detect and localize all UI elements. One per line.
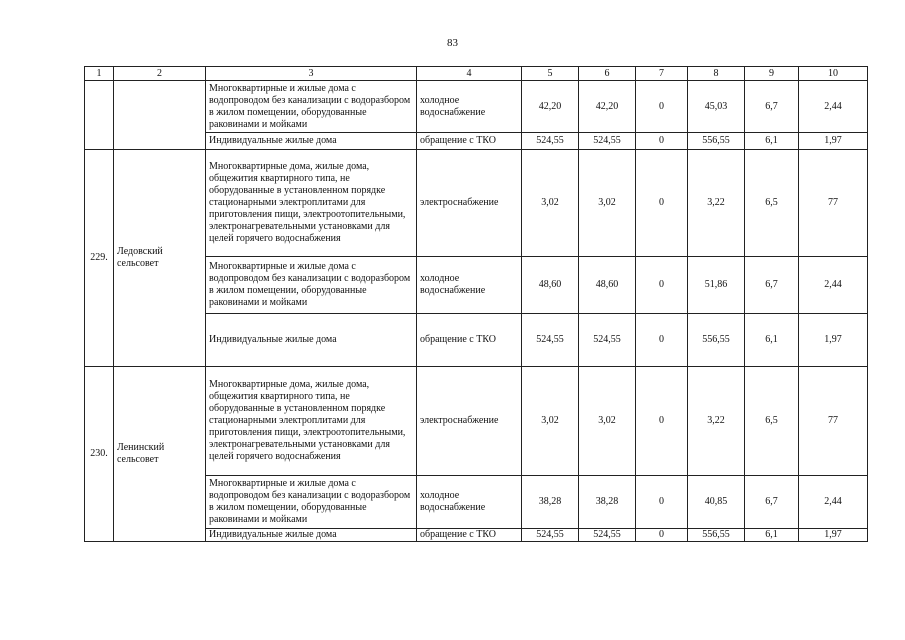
column-header: 10 — [799, 67, 868, 81]
description-cell: Индивидуальные жилые дома — [206, 133, 417, 150]
value-cell: 6,7 — [745, 81, 799, 133]
value-cell: 524,55 — [522, 529, 579, 542]
value-cell: 524,55 — [522, 314, 579, 367]
value-cell: 0 — [636, 314, 688, 367]
value-cell: 3,02 — [579, 150, 636, 257]
value-cell: 38,28 — [579, 476, 636, 529]
tariff-table — [84, 66, 868, 542]
value-cell: 42,20 — [522, 81, 579, 133]
value-cell: 556,55 — [688, 314, 745, 367]
service-cell: обращение с ТКО — [417, 133, 522, 150]
service-cell: электроснабжение — [417, 150, 522, 257]
value-cell: 1,97 — [799, 529, 868, 542]
service-cell: холодное водоснабжение — [417, 476, 522, 529]
value-cell: 3,02 — [522, 150, 579, 257]
value-cell: 0 — [636, 133, 688, 150]
value-cell: 0 — [636, 257, 688, 314]
value-cell: 0 — [636, 476, 688, 529]
column-header: 5 — [522, 67, 579, 81]
settlement-name: Ленинский сельсовет — [114, 367, 206, 542]
value-cell: 2,44 — [799, 476, 868, 529]
column-header: 7 — [636, 67, 688, 81]
value-cell: 0 — [636, 81, 688, 133]
table-row — [85, 150, 868, 257]
column-header: 4 — [417, 67, 522, 81]
value-cell: 2,44 — [799, 81, 868, 133]
column-header: 6 — [579, 67, 636, 81]
value-cell: 3,02 — [522, 367, 579, 476]
description-cell: Многоквартирные и жилые дома с водопроводом без канализации с водоразбором в жилом помещении, оборудованные раковинами и мойками — [206, 476, 417, 529]
index-cell — [85, 81, 114, 150]
column-header: 9 — [745, 67, 799, 81]
column-header: 1 — [85, 67, 114, 81]
value-cell: 48,60 — [579, 257, 636, 314]
header-row — [85, 67, 868, 81]
value-cell: 3,22 — [688, 150, 745, 257]
value-cell: 40,85 — [688, 476, 745, 529]
value-cell: 2,44 — [799, 257, 868, 314]
description-cell: Многоквартирные и жилые дома с водопроводом без канализации с водоразбором в жилом помещении, оборудованные раковинами и мойками — [206, 81, 417, 133]
value-cell: 6,1 — [745, 133, 799, 150]
index-cell: 230. — [85, 367, 114, 542]
service-cell: холодное водоснабжение — [417, 257, 522, 314]
value-cell: 77 — [799, 150, 868, 257]
description-cell: Многоквартирные дома, жилые дома, общежития квартирного типа, не оборудованные в установленном порядке стационарными электроплитами для приготовления пищи, электроотопительными, электронагревательными установками для целей горячего водоснабжения — [206, 150, 417, 257]
value-cell: 3,02 — [579, 367, 636, 476]
description-cell: Многоквартирные и жилые дома с водопроводом без канализации с водоразбором в жилом помещении, оборудованные раковинами и мойками — [206, 257, 417, 314]
settlement-name: Ледовский сельсовет — [114, 150, 206, 367]
column-header: 3 — [206, 67, 417, 81]
value-cell: 6,7 — [745, 476, 799, 529]
value-cell: 38,28 — [522, 476, 579, 529]
value-cell: 524,55 — [579, 314, 636, 367]
value-cell: 48,60 — [522, 257, 579, 314]
service-cell: обращение с ТКО — [417, 529, 522, 542]
value-cell: 1,97 — [799, 133, 868, 150]
column-header: 2 — [114, 67, 206, 81]
name-cell — [114, 81, 206, 150]
description-cell: Индивидуальные жилые дома — [206, 314, 417, 367]
value-cell: 524,55 — [522, 133, 579, 150]
service-cell: обращение с ТКО — [417, 314, 522, 367]
value-cell: 524,55 — [579, 133, 636, 150]
value-cell: 556,55 — [688, 529, 745, 542]
index-cell: 229. — [85, 150, 114, 367]
value-cell: 6,1 — [745, 314, 799, 367]
value-cell: 524,55 — [579, 529, 636, 542]
value-cell: 42,20 — [579, 81, 636, 133]
value-cell: 0 — [636, 367, 688, 476]
value-cell: 6,1 — [745, 529, 799, 542]
value-cell: 3,22 — [688, 367, 745, 476]
page-number: 83 — [447, 37, 458, 49]
description-cell: Индивидуальные жилые дома — [206, 529, 417, 542]
value-cell: 45,03 — [688, 81, 745, 133]
value-cell: 6,7 — [745, 257, 799, 314]
value-cell: 0 — [636, 150, 688, 257]
table-row — [85, 81, 868, 133]
service-cell: холодное водоснабжение — [417, 81, 522, 133]
value-cell: 556,55 — [688, 133, 745, 150]
table-row — [85, 367, 868, 476]
value-cell: 0 — [636, 529, 688, 542]
value-cell: 6,5 — [745, 367, 799, 476]
value-cell: 77 — [799, 367, 868, 476]
service-cell: электроснабжение — [417, 367, 522, 476]
value-cell: 1,97 — [799, 314, 868, 367]
column-header: 8 — [688, 67, 745, 81]
value-cell: 51,86 — [688, 257, 745, 314]
value-cell: 6,5 — [745, 150, 799, 257]
description-cell: Многоквартирные дома, жилые дома, общежития квартирного типа, не оборудованные в установленном порядке стационарными электроплитами для приготовления пищи, электроотопительными, электронагревательными установками для целей горячего водоснабжения — [206, 367, 417, 476]
